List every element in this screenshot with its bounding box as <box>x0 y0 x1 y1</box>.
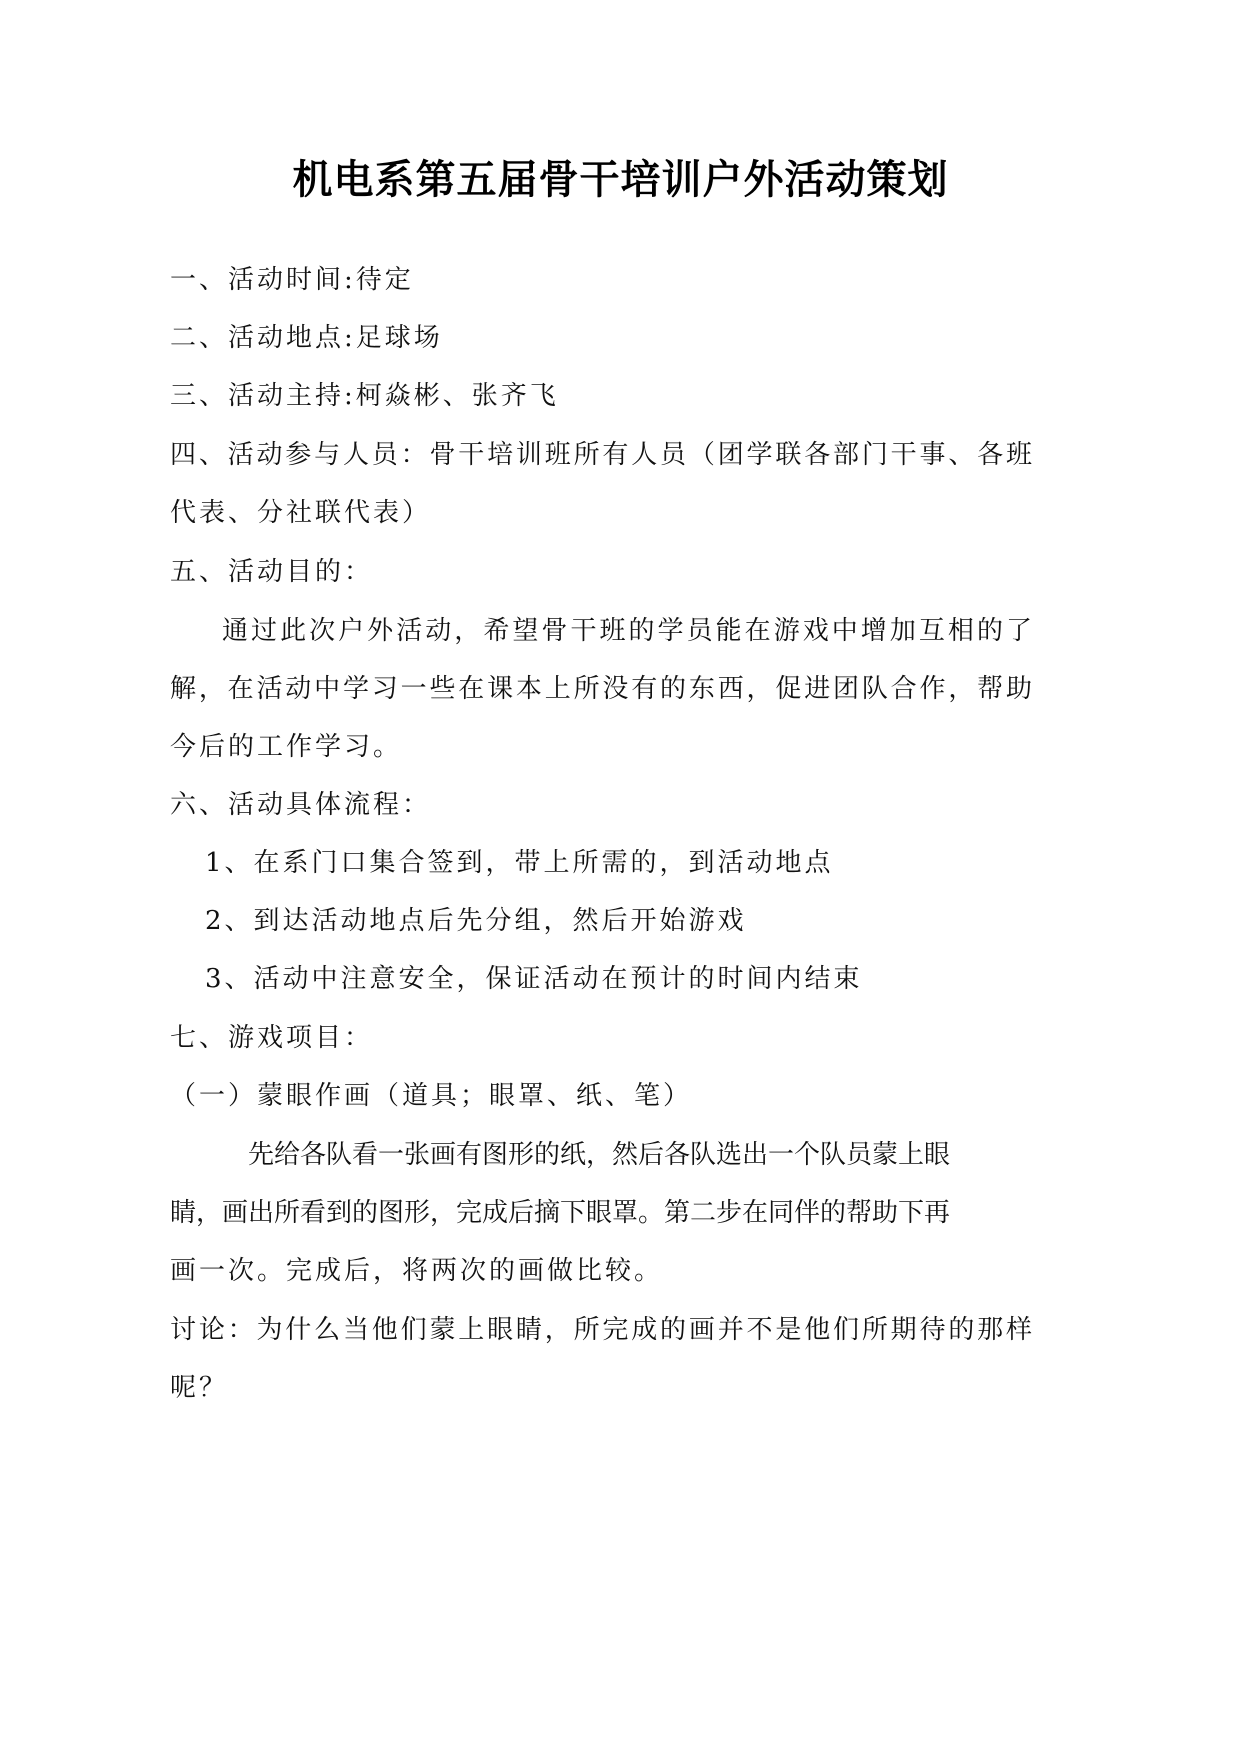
section-activity-location: 二、活动地点:足球场 <box>170 323 443 353</box>
purpose-paragraph-line: 今后的工作学习。 <box>170 732 403 762</box>
purpose-paragraph-line: 解，在活动中学习一些在课本上所没有的东西，促进团队合作，帮助 <box>170 674 1032 704</box>
section-activity-time: 一、活动时间:待定 <box>170 265 414 295</box>
game-description-line: 先给各队看一张画有图形的纸，然后各队选出一个队员蒙上眼 <box>248 1140 951 1170</box>
game-description-line: 画一次。完成后，将两次的画做比较。 <box>170 1256 664 1286</box>
section-process-heading: 六、活动具体流程： <box>170 790 432 820</box>
section-participants-cont: 代表、分社联代表） <box>170 498 432 528</box>
section-activity-hosts: 三、活动主持:柯焱彬、张齐飞 <box>170 381 559 411</box>
document-title: 机电系第五届骨干培训户外活动策划 <box>292 157 949 203</box>
discussion-question: 讨论：为什么当他们蒙上眼睛，所完成的画并不是他们所期待的那样 <box>170 1315 1032 1345</box>
process-step: 2、到达活动地点后先分组，然后开始游戏 <box>205 906 747 936</box>
section-participants: 四、活动参与人员：骨干培训班所有人员（团学联各部门干事、各班 <box>170 440 1032 470</box>
section-purpose-heading: 五、活动目的： <box>170 557 374 587</box>
process-step: 1、在系门口集合签到，带上所需的，到活动地点 <box>205 848 834 878</box>
purpose-paragraph-line: 通过此次户外活动，希望骨干班的学员能在游戏中增加互相的了 <box>222 616 1032 646</box>
discussion-question-cont: 呢？ <box>170 1373 229 1403</box>
section-games-heading: 七、游戏项目： <box>170 1023 374 1053</box>
game-item-title: （一）蒙眼作画（道具；眼罩、纸、笔） <box>170 1081 693 1111</box>
process-step: 3、活动中注意安全，保证活动在预计的时间内结束 <box>205 964 863 994</box>
game-description-line: 睛，画出所看到的图形，完成后摘下眼罩。第二步在同伴的帮助下再 <box>170 1198 951 1228</box>
